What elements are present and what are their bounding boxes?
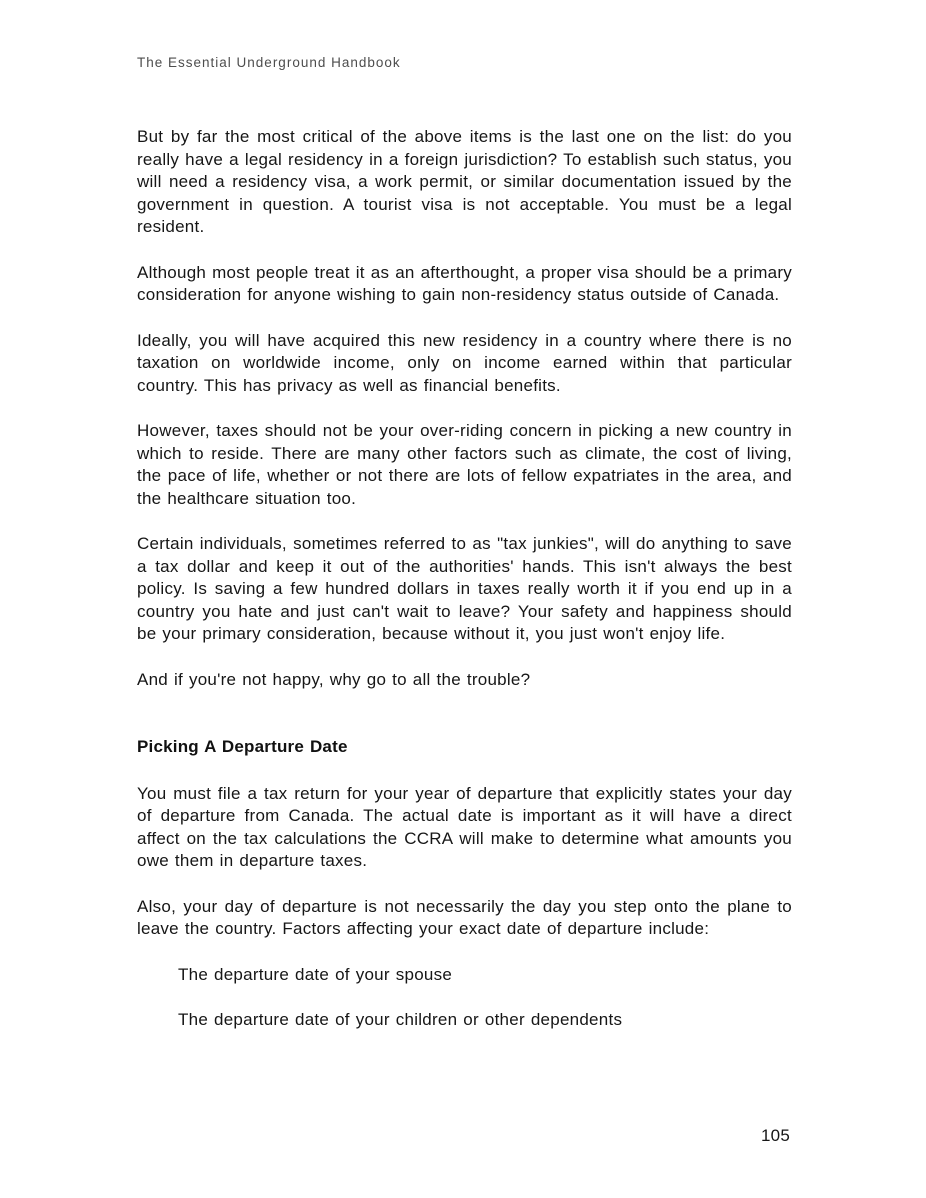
list-item: The departure date of your children or other dependents — [178, 1010, 623, 1029]
body-paragraph: But by far the most critical of the above items is the last one on the list: do you really have a legal residency in a foreign jurisdiction? To establish such status, you will need a residency visa, a work permit, or similar documentation issued by the government in question. A tourist visa is not acceptable. You must be a legal resident. — [137, 127, 792, 236]
list-item: The departure date of your spouse — [178, 964, 453, 984]
body-paragraph: Certain individuals, sometimes referred to as "tax junkies", will do anything to save a tax dollar and keep it out of the authorities' hands. This isn't always the best policy. Is saving a few hundred dollars in taxes really worth it if you end up in a country you hate and just can't wait to leave? Your safety and happiness should be your primary consideration, because without it, you just won't enjoy life. — [137, 534, 792, 643]
body-paragraph: And if you're not happy, why go to all the trouble? — [137, 669, 531, 689]
section-heading: Picking A Departure Date — [137, 737, 348, 756]
running-header: The Essential Underground Handbook — [137, 55, 401, 70]
page-number: 105 — [761, 1126, 790, 1145]
page-body — [137, 126, 792, 1055]
body-paragraph: You must file a tax return for your year of departure that explicitly states your day of departure from Canada. The actual date is important as it will have a direct affect on the tax calculations the CCRA will make to determine what amounts you owe them in departure taxes. — [137, 783, 792, 870]
body-paragraph: However, taxes should not be your over-riding concern in picking a new country in which to reside. There are many other factors such as climate, the cost of living, the pace of life, whether or not there are lots of fellow expatriates in the area, and the healthcare situation too. — [137, 421, 792, 508]
body-paragraph: Also, your day of departure is not necessarily the day you step onto the plane to leave the country. Factors affecting your exact date of departure include: — [137, 896, 792, 938]
body-paragraph: Although most people treat it as an afterthought, a proper visa should be a primary consideration for anyone wishing to gain non-residency status outside of Canada. — [137, 262, 792, 304]
body-paragraph: Ideally, you will have acquired this new residency in a country where there is no taxation on worldwide income, only on income earned within that particular country. This has privacy as well as financial benefits. — [137, 330, 792, 395]
